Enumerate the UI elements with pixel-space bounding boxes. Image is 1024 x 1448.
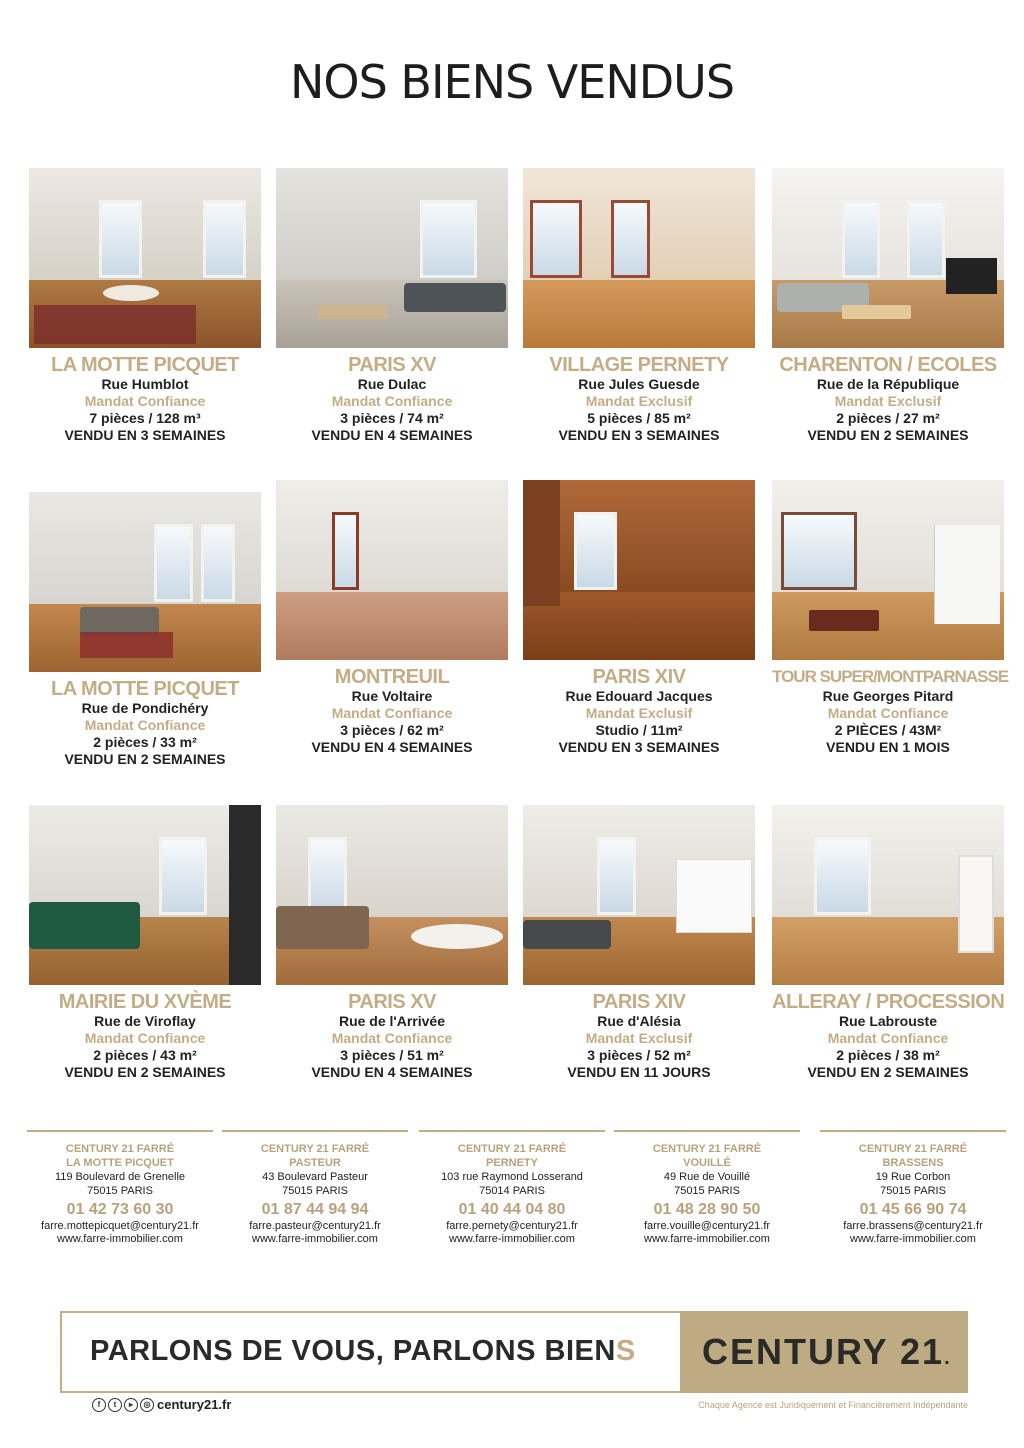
agency-email[interactable]: farre.brassens@century21.fr [843,1220,983,1232]
divider [419,1130,605,1132]
property-photo [523,168,755,348]
listing-mandate: Mandat Confiance [84,393,206,409]
listing-card[interactable] [772,805,1004,1081]
property-photo [29,168,261,348]
agency-branch: VOUILLÉ [683,1157,731,1169]
agency-city: 75014 PARIS [479,1185,545,1197]
property-photo [276,805,508,985]
agency-phone[interactable]: 01 45 66 90 74 [859,1201,967,1218]
listing-mandate: Mandat Exclusif [585,393,693,409]
agency-address: 119 Boulevard de Grenelle [54,1171,186,1183]
agency-branch: BRASSENS [882,1157,944,1169]
listing-street: Rue d'Alésia [597,1013,681,1029]
listing-sold-time: VENDU EN 4 SEMAINES [311,739,473,755]
agency-email[interactable]: farre.pernety@century21.fr [446,1220,578,1232]
agency-name: CENTURY 21 FARRÉ [858,1143,968,1155]
listing-rooms-area: 2 pièces / 33 m² [93,734,197,750]
agency-contact [820,1130,1006,1246]
listing-sold-time: VENDU EN 4 SEMAINES [311,1064,473,1080]
listing-location: ALLERAY / PROCESSION [772,991,1005,1013]
listing-mandate: Mandat Confiance [84,717,206,733]
agency-phone[interactable]: 01 42 73 60 30 [66,1201,174,1218]
slogan-banner [60,1311,968,1393]
listing-mandate: Mandat Confiance [84,1030,206,1046]
agency-branch: LA MOTTE PICQUET [66,1157,174,1169]
listing-street: Rue de Pondichéry [81,700,209,716]
website-link[interactable]: century21.fr [157,1397,232,1412]
instagram-icon[interactable]: ◎ [140,1398,154,1412]
agency-phone[interactable]: 01 48 28 90 50 [653,1201,761,1218]
agency-city: 75015 PARIS [282,1185,348,1197]
property-photo [29,805,261,985]
listing-sold-time: VENDU EN 2 SEMAINES [64,751,226,767]
agency-city: 75015 PARIS [674,1185,740,1197]
listing-rooms-area: 2 pièces / 43 m² [93,1047,197,1063]
listing-location: PARIS XIV [592,666,686,688]
divider [614,1130,800,1132]
agency-website[interactable]: www.farre-immobilier.com [850,1233,976,1245]
listing-card[interactable] [29,168,261,444]
listing-location: VILLAGE PERNETY [549,354,729,376]
listing-street: Rue Voltaire [351,688,433,704]
agency-contact [222,1130,408,1246]
listing-card[interactable] [523,480,755,756]
property-photo [772,805,1004,985]
agency-website[interactable]: www.farre-immobilier.com [57,1233,183,1245]
listing-location: LA MOTTE PICQUET [51,678,239,700]
property-photo [523,480,755,660]
agency-name: CENTURY 21 FARRÉ [652,1143,762,1155]
agency-branch: PERNETY [486,1157,538,1169]
listing-rooms-area: 2 PIÈCES / 43M² [834,722,942,738]
twitter-icon[interactable]: t [108,1398,122,1412]
listing-street: Rue de Viroflay [94,1013,196,1029]
page-title: NOS BIENS VENDUS [289,55,735,109]
property-photo [772,168,1004,348]
listing-mandate: Mandat Confiance [331,1030,453,1046]
listing-street: Rue Edouard Jacques [565,688,713,704]
listing-card[interactable] [276,168,508,444]
listing-sold-time: VENDU EN 2 SEMAINES [64,1064,226,1080]
agency-address: 49 Rue de Vouillé [663,1171,751,1183]
listing-sold-time: VENDU EN 2 SEMAINES [807,427,969,443]
agency-name: CENTURY 21 FARRÉ [65,1143,175,1155]
listing-card[interactable] [29,805,261,1081]
listing-card[interactable] [523,805,755,1081]
agency-email[interactable]: farre.mottepicquet@century21.fr [41,1220,199,1232]
listing-sold-time: VENDU EN 3 SEMAINES [558,427,720,443]
listing-mandate: Mandat Confiance [827,1030,949,1046]
listing-location: MONTREUIL [334,666,450,688]
property-photo [276,480,508,660]
agency-phone[interactable]: 01 40 44 04 80 [458,1201,566,1218]
brand-name: CENTURY 21 [702,1331,945,1372]
agency-address: 19 Rue Corbon [875,1171,951,1183]
listing-card[interactable] [276,480,508,756]
property-photo [29,492,261,672]
agency-website[interactable]: www.farre-immobilier.com [644,1233,770,1245]
social-links [92,1398,154,1412]
listing-location: PARIS XIV [592,991,686,1013]
property-photo [772,480,1004,660]
listing-street: Rue Jules Guesde [578,376,700,392]
listing-card[interactable] [29,492,261,768]
youtube-icon[interactable]: ▸ [124,1398,138,1412]
listing-location: TOUR SUPER/MONTPARNASSE [772,667,1009,686]
facebook-icon[interactable]: f [92,1398,106,1412]
listing-mandate: Mandat Exclusif [834,393,942,409]
listing-street: Rue Georges Pitard [822,688,954,704]
listing-location: PARIS XV [348,991,436,1013]
divider [820,1130,1006,1132]
listing-sold-time: VENDU EN 3 SEMAINES [64,427,226,443]
listing-mandate: Mandat Exclusif [585,705,693,721]
agency-contact [419,1130,605,1246]
agency-branch: PASTEUR [289,1157,341,1169]
listing-sold-time: VENDU EN 3 SEMAINES [558,739,720,755]
listing-sold-time: VENDU EN 2 SEMAINES [807,1064,969,1080]
property-photo [276,168,508,348]
listing-location: PARIS XV [348,354,436,376]
listing-rooms-area: 5 pièces / 85 m² [587,410,691,426]
listing-rooms-area: 3 pièces / 52 m² [587,1047,691,1063]
listing-mandate: Mandat Confiance [331,705,453,721]
listing-street: Rue de l'Arrivée [338,1013,446,1029]
listing-card[interactable] [276,805,508,1081]
listing-rooms-area: 2 pièces / 38 m² [836,1047,940,1063]
agency-address: 103 rue Raymond Losserand [441,1171,583,1183]
slogan-box [60,1311,682,1393]
slogan-text [90,1335,636,1368]
agency-email[interactable]: farre.vouille@century21.fr [643,1220,771,1232]
agency-name: CENTURY 21 FARRÉ [260,1143,370,1155]
listing-sold-time: VENDU EN 4 SEMAINES [311,427,473,443]
divider [27,1130,213,1132]
listing-location: CHARENTON / ECOLES [779,354,997,376]
listing-mandate: Mandat Exclusif [585,1030,693,1046]
listing-card[interactable] [772,168,1004,444]
listing-street: Rue Dulac [357,376,427,392]
listing-mandate: Mandat Confiance [827,705,949,721]
agency-website[interactable]: www.farre-immobilier.com [449,1233,575,1245]
listing-rooms-area: 3 pièces / 74 m² [340,410,444,426]
listing-street: Rue de la République [816,376,960,392]
brand-box [680,1311,968,1393]
slogan-main: PARLONS DE VOUS, PARLONS BIEN [90,1335,616,1367]
agency-city: 75015 PARIS [87,1185,153,1197]
slogan-accent: S [615,1335,636,1367]
listing-sold-time: VENDU EN 11 JOURS [567,1064,711,1080]
listing-card[interactable] [523,168,755,444]
listing-rooms-area: 3 pièces / 51 m² [340,1047,444,1063]
listing-street: Rue Labrouste [838,1013,937,1029]
listing-sold-time: VENDU EN 1 MOIS [826,739,950,755]
agency-contact [614,1130,800,1246]
listing-mandate: Mandat Confiance [331,393,453,409]
listing-card[interactable] [772,480,1009,756]
listing-rooms-area: 3 pièces / 62 m² [340,722,444,738]
agency-website[interactable]: www.farre-immobilier.com [252,1233,378,1245]
listing-location: MAIRIE DU XVÈME [58,991,232,1013]
agency-contact [27,1130,213,1246]
property-photo [523,805,755,985]
listing-location: LA MOTTE PICQUET [51,354,239,376]
agency-phone[interactable]: 01 87 44 94 94 [261,1201,369,1218]
brand-mark: . [944,1347,952,1369]
agency-email[interactable]: farre.pasteur@century21.fr [249,1220,381,1232]
agency-address: 43 Boulevard Pasteur [262,1171,368,1183]
century21-logo [702,1331,952,1373]
listing-rooms-area: 7 pièces / 128 m³ [89,410,201,426]
listing-street: Rue Humblot [101,376,189,392]
agency-name: CENTURY 21 FARRÉ [457,1143,567,1155]
listing-rooms-area: Studio / 11m² [595,722,683,738]
legal-notice: Chaque Agence est Juridiquement et Financièrement Indépendante [698,1400,968,1410]
agency-city: 75015 PARIS [880,1185,946,1197]
listing-rooms-area: 2 pièces / 27 m² [836,410,940,426]
divider [222,1130,408,1132]
